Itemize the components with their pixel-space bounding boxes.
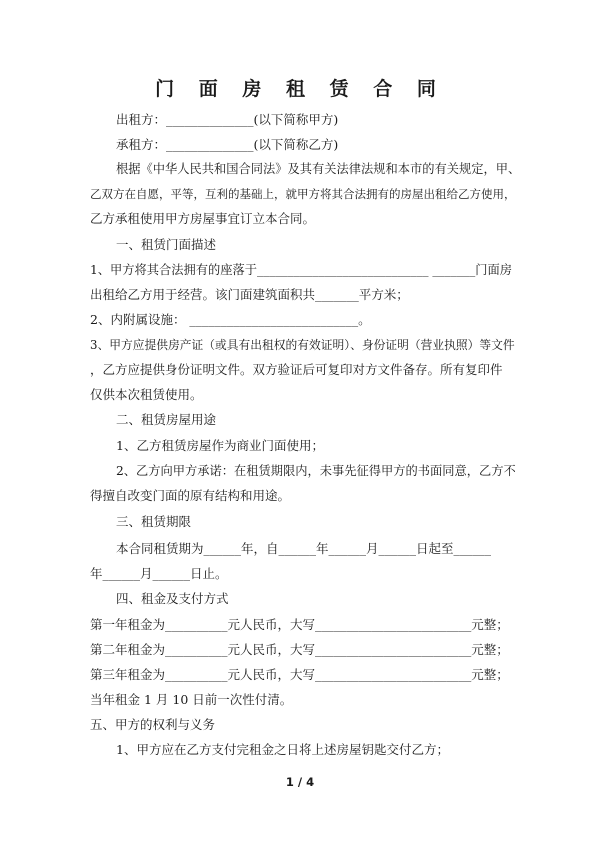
- section-heading-2: 二、租赁房屋用途: [116, 412, 217, 427]
- preamble-line-3: 乙方承租使用甲方房屋事宜订立本合同。: [90, 211, 316, 226]
- section-heading-4: 四、租金及支付方式: [116, 591, 229, 606]
- clause-5-1-line: 1、甲方应在乙方支付完租金之日将上述房屋钥匙交付乙方；: [116, 742, 449, 757]
- term-line-1: 本合同租赁期为______年，自______年______月______日起至______: [116, 541, 492, 556]
- clause-2-2-line-2: 得擅自改变门面的原有结构和用途。: [90, 488, 291, 503]
- page-number: 1 / 4: [285, 775, 315, 789]
- document-title: 门 面 房 租 赁 合 同: [155, 78, 445, 100]
- lessee-line: 承租方：______________(以下简称乙方): [116, 137, 339, 152]
- rent-year-3-line: 第三年租金为__________元人民币，大写_________________________元整；: [90, 667, 509, 682]
- clause-1-1-line-1: 1、甲方将其合法拥有的座落于____________________________ _______门面房: [90, 263, 513, 277]
- section-heading-1: 一、租赁门面描述: [116, 237, 217, 252]
- rent-year-2-line: 第二年租金为__________元人民币，大写_________________________元整；: [90, 642, 509, 657]
- clause-1-1-line-2: 出租给乙方用于经营。该门面建筑面积共_______平方米；: [90, 287, 409, 302]
- clause-1-3-line-3: 仅供本次租赁使用。: [90, 387, 203, 402]
- payment-deadline-line: 当年租金 1 月 10 日前一次性付清。: [90, 692, 293, 707]
- clause-2-1-line: 1、乙方租赁房屋作为商业门面使用；: [116, 438, 324, 453]
- clause-1-3-line-2: ，乙方应提供身份证明文件。双方验证后可复印对方文件备存。所有复印件: [90, 362, 503, 377]
- clause-1-2-line: 2、内附属设施： ___________________________。: [90, 312, 371, 327]
- clause-2-2-line-1: 2、乙方向甲方承诺：在租赁期限内，未事先征得甲方的书面同意，乙方不: [116, 464, 516, 478]
- preamble-line-1: 根据《中华人民共和国合同法》及其有关法律法规和本市的有关规定，甲、: [116, 162, 521, 176]
- lessor-line: 出租方：______________(以下简称甲方): [116, 112, 339, 127]
- clause-1-3-line-1: 3、甲方应提供房产证（或具有出租权的有效证明）、身份证明（营业执照）等文件: [90, 338, 515, 352]
- preamble-line-2: 乙双方在自愿，平等，互利的基础上，就甲方将其合法拥有的房屋出租给乙方使用，: [90, 187, 516, 201]
- section-heading-5: 五、甲方的权利与义务: [90, 717, 216, 732]
- section-heading-3: 三、租赁期限: [116, 514, 192, 529]
- rent-year-1-line: 第一年租金为__________元人民币，大写_________________________元整；: [90, 617, 509, 632]
- term-line-2: 年______月______日止。: [90, 566, 228, 581]
